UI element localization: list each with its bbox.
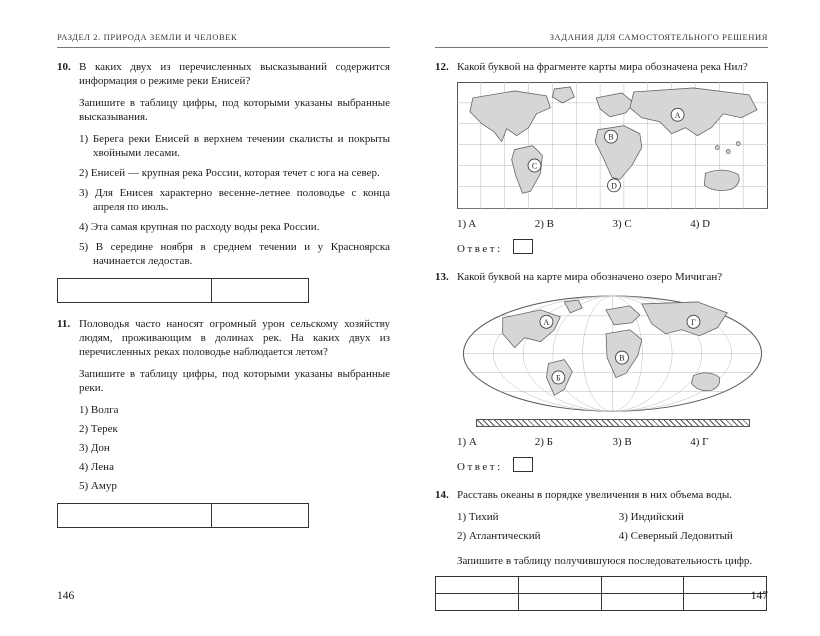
map-scale-bar bbox=[476, 419, 750, 427]
svg-text:Б: Б bbox=[556, 373, 561, 383]
choice: 3) В bbox=[612, 436, 632, 449]
answer-option: 4) Эта самая крупная по расходу воды река России. bbox=[79, 221, 320, 233]
world-map-oval-image bbox=[457, 292, 768, 417]
q14-options bbox=[457, 510, 768, 548]
answer-option: 1) Волга bbox=[79, 404, 119, 416]
question-12-text: Какой буквой на фрагменте карты мира обозначена река Нил? bbox=[457, 61, 748, 73]
question-11-number: 11. bbox=[57, 318, 71, 330]
answer-option: 2) Енисей — крупная река России, которая течет с юга на север. bbox=[79, 167, 380, 179]
left-running-header: РАЗДЕЛ 2. ПРИРОДА ЗЕМЛИ И ЧЕЛОВЕК bbox=[57, 32, 390, 48]
q12-answer-line bbox=[457, 239, 768, 256]
q13-answer-line bbox=[457, 457, 768, 474]
answer-table-q14 bbox=[435, 576, 767, 611]
answer-table-q11 bbox=[57, 503, 309, 528]
question-13-number: 13. bbox=[435, 271, 449, 284]
answer-cell bbox=[212, 279, 309, 302]
answer-cell bbox=[602, 577, 685, 593]
svg-text:C: C bbox=[531, 161, 538, 171]
choice: 4) Г bbox=[690, 436, 709, 449]
answer-cell bbox=[519, 594, 602, 610]
question-11-text: Половодья часто наносят огромный урон сельскому хозяйству людям, проживающим в долинах рек. На каких двух из перечисленных реках половодье наблюдается летом? bbox=[79, 318, 390, 358]
answer-option: 3) Дон bbox=[79, 442, 110, 454]
question-12-number: 12. bbox=[435, 61, 449, 73]
map-marker-G-cyr bbox=[687, 316, 700, 329]
q12-world-map bbox=[457, 82, 768, 209]
question-14-text: Расставь океаны в порядке увеличения в них объема воды. bbox=[457, 489, 733, 502]
question-12 bbox=[435, 60, 768, 256]
page-number-left: 146 bbox=[57, 590, 75, 602]
question-10-number: 10. bbox=[57, 61, 71, 73]
question-10-instruction: Запишите в таблицу цифры, под которыми указаны выбранные высказывания. bbox=[79, 97, 390, 123]
question-11-instruction: Запишите в таблицу цифры, под которыми указаны выбранные реки. bbox=[79, 368, 390, 394]
answer-box bbox=[513, 239, 533, 254]
world-map-fragment-image bbox=[457, 82, 768, 209]
answer-label: Ответ: bbox=[457, 461, 503, 474]
page-left bbox=[57, 32, 390, 542]
page-right bbox=[435, 32, 768, 625]
svg-text:В: В bbox=[619, 353, 625, 363]
question-10 bbox=[57, 60, 390, 303]
q13-choices bbox=[457, 435, 768, 449]
answer-option: 2) Терек bbox=[79, 423, 118, 435]
map-marker-D bbox=[608, 179, 621, 192]
map-marker-V-cyr bbox=[615, 351, 628, 364]
svg-text:Г: Г bbox=[691, 317, 696, 327]
choice: 3) C bbox=[612, 218, 632, 231]
svg-text:B: B bbox=[608, 132, 614, 142]
answer-cell bbox=[212, 504, 309, 527]
question-14 bbox=[435, 488, 768, 611]
question-14-number: 14. bbox=[435, 489, 449, 502]
question-14-instruction: Запишите в таблицу получившуюся последовательность цифр. bbox=[457, 555, 753, 568]
map-marker-B-cyr bbox=[552, 371, 565, 384]
answer-cell bbox=[58, 504, 212, 527]
answer-cell bbox=[602, 594, 685, 610]
answer-cell bbox=[519, 577, 602, 593]
answer-option: 5) В середине ноября в среднем течении и у Красноярска начинается ледостав. bbox=[79, 241, 390, 267]
answer-option: 1) Тихий bbox=[457, 511, 499, 524]
svg-text:A: A bbox=[674, 110, 681, 120]
answer-label: Ответ: bbox=[457, 243, 503, 256]
answer-cell bbox=[436, 594, 519, 610]
question-10-text: В каких двух из перечисленных высказываний содержится информация о режиме реки Енисей? bbox=[79, 61, 390, 87]
answer-cell bbox=[58, 279, 212, 302]
choice: 4) D bbox=[690, 218, 711, 231]
page-number-right: 147 bbox=[750, 590, 768, 602]
choice: 1) A bbox=[457, 218, 477, 231]
answer-option: 4) Лена bbox=[79, 461, 114, 473]
choice: 1) А bbox=[457, 436, 477, 449]
svg-text:А: А bbox=[543, 317, 550, 327]
answer-option: 4) Северный Ледовитый bbox=[618, 530, 733, 543]
question-11 bbox=[57, 317, 390, 528]
answer-option: 5) Амур bbox=[79, 480, 117, 492]
right-running-header: ЗАДАНИЯ ДЛЯ САМОСТОЯТЕЛЬНОГО РЕШЕНИЯ bbox=[435, 32, 768, 48]
choice: 2) B bbox=[534, 218, 554, 231]
choice: 2) Б bbox=[534, 436, 553, 449]
answer-option: 3) Индийский bbox=[618, 511, 684, 524]
map-marker-B bbox=[605, 130, 618, 143]
map-marker-A-cyr bbox=[540, 316, 553, 329]
q13-world-map bbox=[457, 292, 768, 427]
question-13-text: Какой буквой на карте мира обозначено озеро Мичиган? bbox=[457, 271, 723, 284]
answer-cell bbox=[436, 577, 519, 593]
answer-table-q10 bbox=[57, 278, 309, 303]
answer-option: 3) Для Енисея характерно весенне-летнее половодье с конца апреля по июль. bbox=[79, 187, 390, 213]
answer-option: 1) Берега реки Енисей в верхнем течении скалисты и покрыты хвойными лесами. bbox=[79, 133, 390, 159]
svg-text:D: D bbox=[611, 181, 617, 191]
question-13 bbox=[435, 270, 768, 474]
map-marker-C bbox=[528, 159, 541, 172]
answer-option: 2) Атлантический bbox=[457, 530, 541, 543]
q12-choices bbox=[457, 217, 768, 231]
answer-box bbox=[513, 457, 533, 472]
map-marker-A bbox=[671, 108, 684, 121]
